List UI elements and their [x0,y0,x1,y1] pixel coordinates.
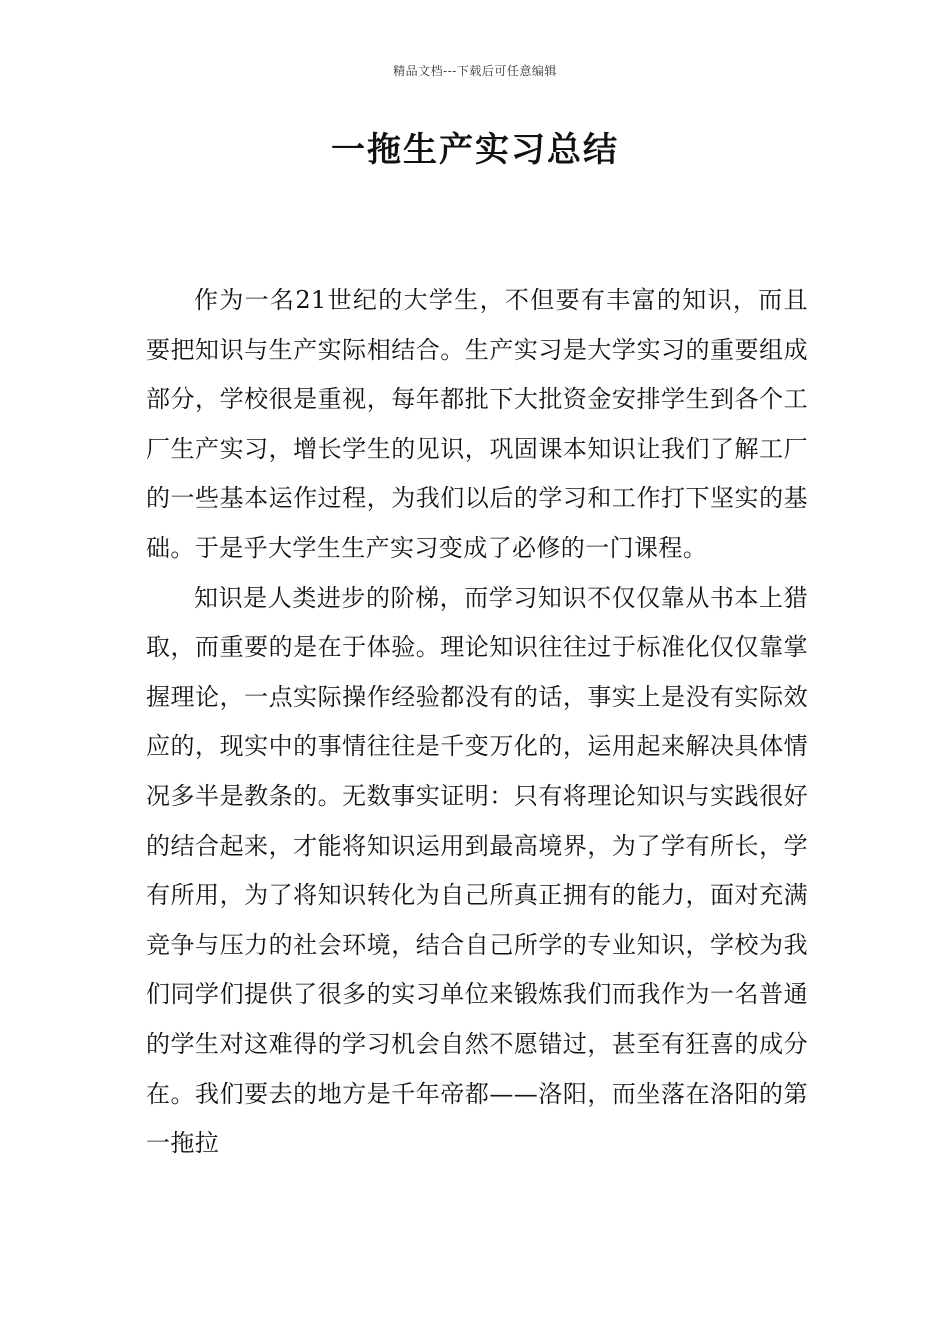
page-header-watermark: 精品文档---下载后可任意编辑 [393,64,557,78]
paragraph-1: 作为一名21世纪的大学生，不但要有丰富的知识，而且要把知识与生产实际相结合。生产实习是大学实习的重要组成部分，学校很是重视，每年都批下大批资金安排学生到各个工厂生产实习，增长学生的见识，巩固课本知识让我们了解工厂的一些基本运作过程，为我们以后的学习和工作打下坚实的基础。于是乎大学生生产实习变成了必修的一门课程。 [146,286,808,562]
paragraph-2: 知识是人类进步的阶梯，而学习知识不仅仅靠从书本上猎取，而重要的是在于体验。理论知识往往过于标准化仅仅靠掌握理论，一点实际操作经验都没有的话，事实上是没有实际效应的，现实中的事情往往是千变万化的，运用起来解决具体情况多半是教条的。无数事实证明：只有将理论知识与实践很好的结合起来，才能将知识运用到最高境界，为了学有所长，学有所用，为了将知识转化为自己所真正拥有的能力，面对充满竞争与压力的社会环境，结合自己所学的专业知识，学校为我们同学们提供了很多的实习单位来锻炼我们而我作为一名普通的学生对这难得的学习机会自然不愿错过，甚至有狂喜的成分在。我们要去的地方是千年帝都——洛阳，而坐落在洛阳的第一拖拉 [146,583,808,1158]
document-title: 一拖生产实习总结 [331,130,619,170]
document-body [146,276,808,1169]
